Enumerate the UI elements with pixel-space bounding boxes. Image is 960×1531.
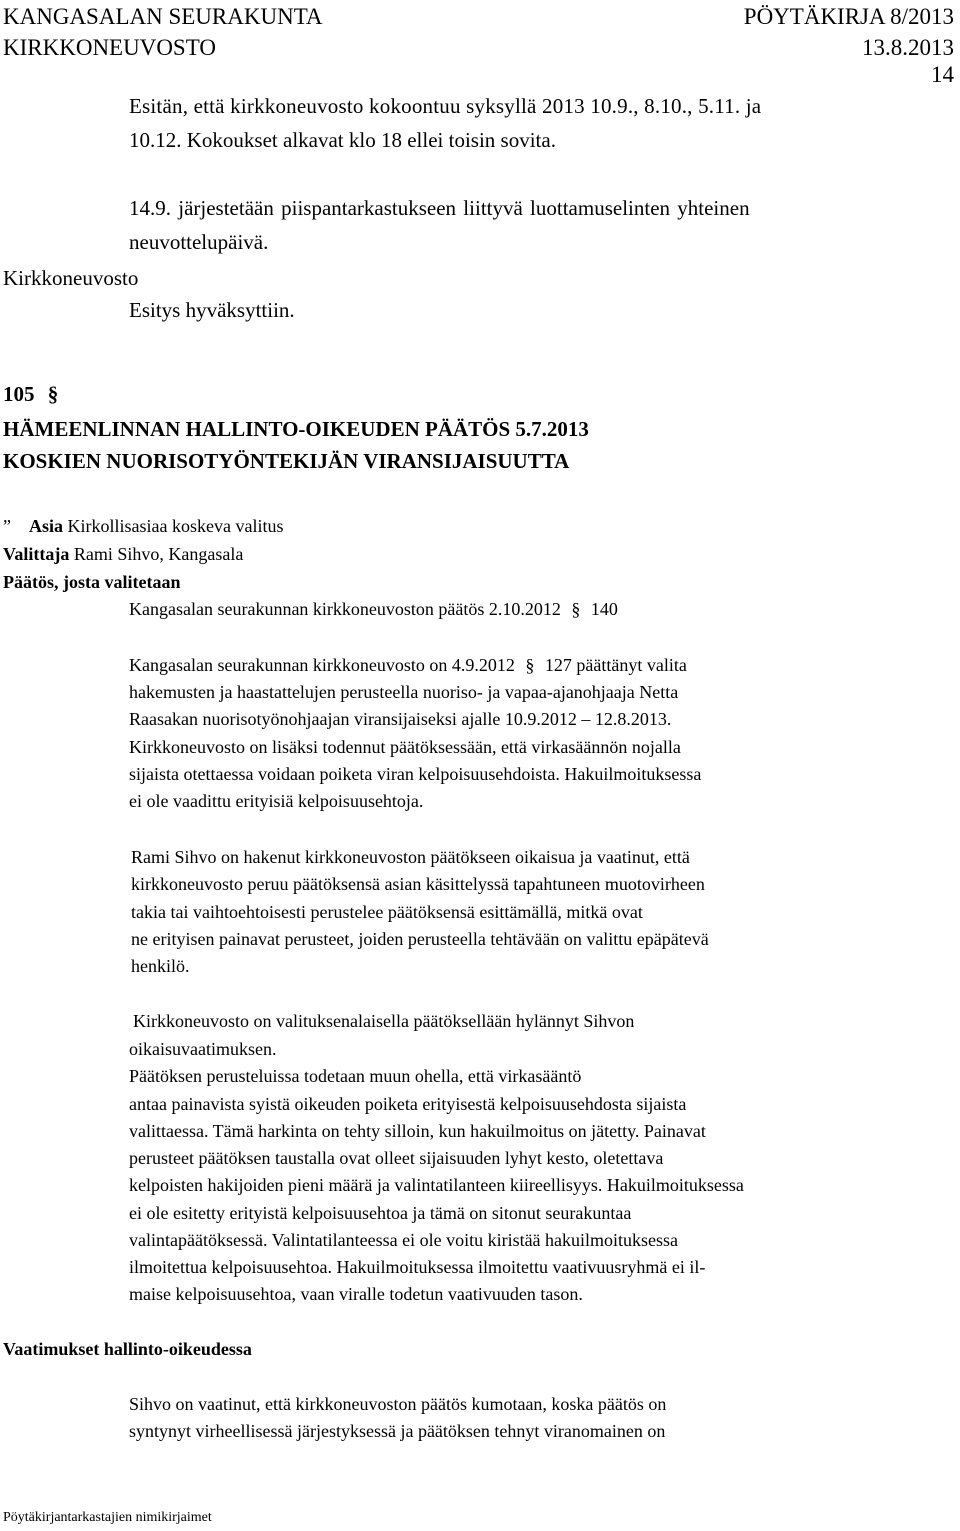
body-p2-line: Rami Sihvo on hakenut kirkkoneuvoston päätökseen oikaisua ja vaatinut, että xyxy=(131,847,690,867)
body-p1-line: Raasakan nuorisotyönohjaajan viransijaiseksi ajalle 10.9.2012 – 12.8.2013. xyxy=(129,709,672,729)
section-number-value: 105 xyxy=(3,382,35,406)
body-p3-line: ilmoitettua kelpoisuusehtoa. Hakuilmoituksessa ilmoitettu vaativuusryhmä ei il- xyxy=(129,1257,706,1277)
body-p1-line: sijaista otettaessa voidaan poiketa viran kelpoisuusehdoista. Hakuilmoituksessa xyxy=(129,764,702,784)
footer-initials-label: Pöytäkirjantarkastajien nimikirjaimet xyxy=(3,1510,212,1525)
body-p2-line: takia tai vaihtoehtoisesti perustelee päätöksensä esittämällä, mitkä ovat xyxy=(131,902,643,922)
decision-text: Esitys hyväksyttiin. xyxy=(129,298,295,322)
body-p2-line: ne erityisen painavat perusteet, joiden perusteella tehtävään on valittu epäpätevä xyxy=(131,929,709,949)
decision-label: Kirkkoneuvosto xyxy=(3,266,139,290)
valittaja-value: Rami Sihvo, Kangasala xyxy=(73,544,244,564)
header-doc-type: PÖYTÄKIRJA 8/2013 xyxy=(743,4,954,29)
section-title-line1: HÄMEENLINNAN HALLINTO-OIKEUDEN PÄÄTÖS 5.7.2013 xyxy=(3,417,589,441)
page-number: 14 xyxy=(931,62,954,87)
body-p2-line: henkilö. xyxy=(131,956,190,976)
paatos-label: Päätös, josta valitetaan xyxy=(3,572,181,592)
asia-quote-mark: ” xyxy=(3,516,11,536)
body-p3-line: Kirkkoneuvosto on valituksenalaisella päätöksellään hylännyt Sihvon xyxy=(133,1011,635,1031)
intro-line: neuvottelupäivä. xyxy=(129,230,269,254)
section-number xyxy=(3,384,58,405)
paatos-value xyxy=(129,600,618,618)
intro-line: 10.12. Kokoukset alkavat klo 18 ellei toisin sovita. xyxy=(129,128,556,152)
header-body-name: KIRKKONEUVOSTO xyxy=(3,35,216,60)
p1-line1-post: 127 päättänyt valita xyxy=(544,655,687,675)
header-org: KANGASALAN SEURAKUNTA xyxy=(3,4,323,29)
claims-line: syntynyt virheellisessä järjestyksessä ja päätöksen tehnyt viranomainen on xyxy=(129,1421,666,1441)
body-p1-line: hakemusten ja haastattelujen perusteella nuoriso- ja vapaa-ajanohjaaja Netta xyxy=(129,682,679,702)
body-p1-line: ei ole vaadittu erityisiä kelpoisuusehtoja. xyxy=(129,791,424,811)
intro-line: Esitän, että kirkkoneuvosto kokoontuu syksyllä 2013 10.9., 8.10., 5.11. ja xyxy=(129,94,762,118)
intro-line: 14.9. järjestetään piispantarkastukseen liittyvä luottamuselinten yhteinen xyxy=(129,196,750,220)
section-title-line2: KOSKIEN NUORISOTYÖNTEKIJÄN VIRANSIJAISUUTTA xyxy=(3,449,570,473)
body-p1-line xyxy=(129,656,687,674)
asia-label: Asia xyxy=(29,516,64,536)
body-p3-line: valittaessa. Tämä harkinta on tehty silloin, kun hakuilmoitus on jätetty. Painavat xyxy=(129,1121,706,1141)
body-p3-line: maise kelpoisuusehtoa, vaan viralle todetun vaativuuden tason. xyxy=(129,1284,583,1304)
paatos-mark: § xyxy=(571,599,581,619)
body-p3-line: perusteet päätöksen taustalla ovat olleet sijaisuuden lyhyt kesto, oletettava xyxy=(129,1148,664,1168)
p1-line1-pre: Kangasalan seurakunnan kirkkoneuvosto on 4.9.2012 xyxy=(129,655,515,675)
body-p3-line: valintapäätöksessä. Valintatilanteessa ei ole voitu kiristää hakuilmoituksessa xyxy=(129,1230,679,1250)
body-p3-line: oikaisuvaatimuksen. xyxy=(129,1039,277,1059)
p1-mark: § xyxy=(525,655,535,675)
header-date: 13.8.2013 xyxy=(862,35,954,60)
section-mark: § xyxy=(47,382,59,406)
body-p3-line: kelpoisten hakijoiden pieni määrä ja valintatilanteen kiireellisyys. Hakuilmoituksessa xyxy=(129,1175,744,1195)
body-p3-line: antaa painavista syistä oikeuden poiketa erityisestä kelpoisuusehdosta sijaista xyxy=(129,1094,687,1114)
asia-value: Kirkollisasiaa koskeva valitus xyxy=(67,516,284,536)
body-p2-line: kirkkoneuvosto peruu päätöksensä asian käsittelyssä tapahtuneen muotovirheen xyxy=(131,874,705,894)
paatos-value-post: 140 xyxy=(590,599,618,619)
body-p3-line: ei ole esitetty erityistä kelpoisuusehtoa ja tämä on sitonut seurakuntaa xyxy=(129,1203,632,1223)
body-p3-line: Päätöksen perusteluissa todetaan muun ohella, että virkasääntö xyxy=(129,1066,582,1086)
claims-heading: Vaatimukset hallinto-oikeudessa xyxy=(3,1339,252,1359)
claims-line: Sihvo on vaatinut, että kirkkoneuvoston päätös kumotaan, koska päätös on xyxy=(129,1394,667,1414)
asia-row xyxy=(3,517,283,535)
body-p1-line: Kirkkoneuvosto on lisäksi todennut päätöksessään, että virkasäännön nojalla xyxy=(129,737,681,757)
valittaja-row xyxy=(3,545,243,563)
valittaja-label: Valittaja xyxy=(3,544,70,564)
paatos-value-pre: Kangasalan seurakunnan kirkkoneuvoston päätös 2.10.2012 xyxy=(129,599,561,619)
